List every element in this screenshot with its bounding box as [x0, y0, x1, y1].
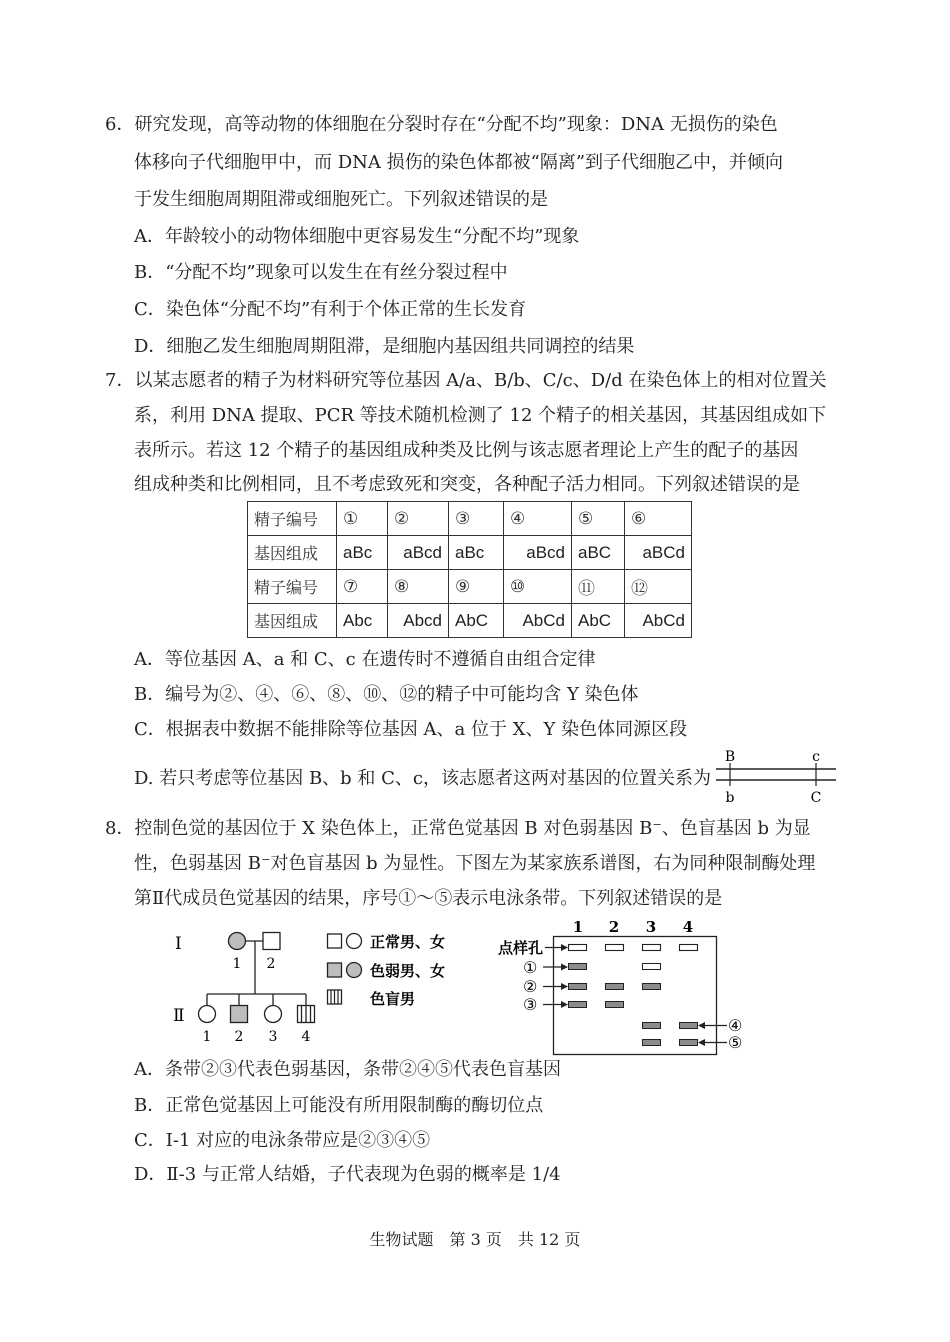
well	[680, 945, 698, 951]
table-cell: AbCd	[625, 604, 692, 638]
table-cell: AbC	[449, 604, 504, 638]
band-lane3-5	[643, 1040, 661, 1046]
allele-c-label: c	[812, 749, 820, 765]
table-cell: ③	[449, 502, 504, 536]
well	[606, 945, 624, 951]
table-cell: ①	[337, 502, 388, 536]
gel-frame	[554, 937, 717, 1055]
sperm-genotype-table	[247, 501, 692, 638]
q7-option-d: D. 若只考虑等位基因 B、b 和 C、c，该志愿者这两对基因的位置关系为	[134, 768, 711, 789]
table-cell: aBc	[337, 536, 388, 570]
q7-option-b: B．编号为②、④、⑥、⑧、⑩、⑫的精子中可能均含 Y 染色体	[134, 684, 639, 705]
q6-option-b: B．“分配不均”现象可以发生在有丝分裂过程中	[134, 262, 508, 283]
table-cell: aBcd	[504, 536, 572, 570]
band-lane4-5	[680, 1040, 698, 1046]
table-cell: ⑫	[625, 570, 692, 604]
table-cell: ⑧	[388, 570, 449, 604]
table-label-sperm-id: 精子编号	[248, 570, 337, 604]
band-lane1-1	[569, 964, 587, 970]
band-lane1-3	[569, 1002, 587, 1008]
table-cell: ⑪	[572, 570, 625, 604]
well	[569, 945, 587, 951]
table-cell: AbC	[572, 604, 625, 638]
q8-option-b: B．正常色觉基因上可能没有所用限制酶的酶切位点	[134, 1095, 544, 1116]
q8-stem-line3: 第Ⅱ代成员色觉基因的结果，序号①～⑤表示电泳条带。下列叙述错误的是	[134, 888, 723, 909]
band-lane2-3	[606, 1002, 624, 1008]
table-cell: ⑦	[337, 570, 388, 604]
page-footer: 生物试题 第 3 页 共 12 页	[369, 1230, 581, 1249]
table-row	[248, 502, 692, 536]
table-cell: aBCd	[625, 536, 692, 570]
table-row	[248, 536, 692, 570]
band-label-3: ③	[523, 995, 538, 1014]
q7-option-a: A．等位基因 A、a 和 C、c 在遗传时不遵循自由组合定律	[134, 649, 596, 670]
q7-stem-line4: 组成种类和比例相同，且不考虑致死和突变，各种配子活力相同。下列叙述错误的是	[134, 474, 800, 495]
pedigree-I-1-number: 1	[232, 956, 242, 972]
q8-option-d: D．Ⅱ-3 与正常人结婚，子代表现为色弱的概率是 1/4	[134, 1164, 561, 1185]
generation-2-label: Ⅱ	[173, 1006, 185, 1026]
lane-4-label: 4	[682, 918, 694, 936]
pedigree-chart	[160, 918, 480, 1058]
lane-3-label: 3	[645, 918, 657, 936]
band-label-1: ①	[523, 958, 538, 977]
q8-option-a: A．条带②③代表色弱基因，条带②④⑤代表色盲基因	[134, 1059, 561, 1080]
table-cell: ⑩	[504, 570, 572, 604]
legend-normal-male-icon	[328, 934, 342, 948]
allele-B-label: B	[724, 749, 736, 765]
table-row	[248, 570, 692, 604]
pedigree-I-2-number: 2	[266, 956, 276, 972]
table-cell: ④	[504, 502, 572, 536]
pedigree-II-2-number: 2	[234, 1029, 244, 1045]
band-lane3-2	[643, 984, 661, 990]
table-label-genotype: 基因组成	[248, 604, 337, 638]
lane-1-label: 1	[572, 918, 584, 936]
allele-C-label: C	[810, 790, 822, 806]
table-cell: Abcd	[388, 604, 449, 638]
well-label: 点样孔	[498, 939, 544, 957]
generation-1-label: Ⅰ	[175, 934, 182, 954]
band-lane3-4	[643, 1023, 661, 1029]
q7-stem-line1: 7．以某志愿者的精子为材料研究等位基因 A/a、B/b、C/c、D/d 在染色体上的相对位置关	[105, 370, 827, 391]
band-label-4: ④	[728, 1016, 743, 1035]
table-label-sperm-id: 精子编号	[248, 502, 337, 536]
table-row	[248, 604, 692, 638]
legend-weak-male-icon	[328, 963, 342, 977]
q8-stem-line2: 性，色弱基因 B⁻对色盲基因 b 为显性。下图左为某家族系谱图，右为同种限制酶处理	[134, 853, 816, 874]
table-cell: aBcd	[388, 536, 449, 570]
q7-option-c: C．根据表中数据不能排除等位基因 A、a 位于 X、Y 染色体同源区段	[134, 719, 688, 740]
lane-2-label: 2	[608, 918, 620, 936]
q8-stem-line1: 8．控制色觉的基因位于 X 染色体上，正常色觉基因 B 对色弱基因 B⁻、色盲基因 b 为显	[105, 818, 811, 839]
pedigree-II-4-number: 4	[301, 1029, 311, 1045]
chromosome-diagram	[712, 748, 840, 806]
legend-normal-label: 正常男、女	[370, 933, 446, 951]
table-cell: ⑥	[625, 502, 692, 536]
pedigree-I-2-male-normal	[263, 933, 280, 950]
band-lane2-2	[606, 984, 624, 990]
pedigree-II-2-male-colorweak	[231, 1006, 248, 1023]
allele-b-label: b	[725, 790, 735, 806]
q6-option-a: A．年龄较小的动物体细胞中更容易发生“分配不均”现象	[134, 226, 580, 247]
band-lane4-4	[680, 1023, 698, 1029]
electrophoresis-gel	[495, 912, 755, 1058]
pedigree-II-3-number: 3	[268, 1029, 278, 1045]
legend-weak-label: 色弱男、女	[370, 962, 446, 980]
q6-stem-line3: 于发生细胞周期阻滞或细胞死亡。下列叙述错误的是	[134, 189, 548, 210]
legend-blind-label: 色盲男	[370, 990, 416, 1008]
q6-stem-line1: 6．研究发现，高等动物的体细胞在分裂时存在“分配不均”现象：DNA 无损伤的染色	[105, 114, 778, 135]
q8-option-c: C．Ⅰ-1 对应的电泳条带应是②③④⑤	[134, 1130, 431, 1151]
legend-normal-female-icon	[347, 934, 362, 949]
q6-option-d: D．细胞乙发生细胞周期阻滞，是细胞内基因组共同调控的结果	[134, 336, 635, 357]
table-cell: ⑨	[449, 570, 504, 604]
pedigree-II-1-number: 1	[202, 1029, 212, 1045]
q7-stem-line2: 系，利用 DNA 提取、PCR 等技术随机检测了 12 个精子的相关基因，其基因组成如下	[134, 405, 827, 426]
table-cell: ⑤	[572, 502, 625, 536]
table-label-genotype: 基因组成	[248, 536, 337, 570]
table-cell: AbCd	[504, 604, 572, 638]
pedigree-II-1-female-normal	[199, 1006, 216, 1023]
well	[643, 945, 661, 951]
band-label-5: ⑤	[728, 1033, 743, 1052]
table-cell: Abc	[337, 604, 388, 638]
band-lane1-2	[569, 984, 587, 990]
pedigree-I-1-female-colorweak	[229, 933, 246, 950]
pedigree-II-3-female-normal	[265, 1006, 282, 1023]
table-cell: aBC	[572, 536, 625, 570]
table-cell: ②	[388, 502, 449, 536]
q7-stem-line3: 表所示。若这 12 个精子的基因组成种类及比例与该志愿者理论上产生的配子的基因	[134, 440, 799, 461]
q6-option-c: C．染色体“分配不均”有利于个体正常的生长发育	[134, 299, 527, 320]
table-cell: aBc	[449, 536, 504, 570]
band-label-2: ②	[523, 977, 538, 996]
band-lane3-1-light	[643, 964, 661, 970]
q6-stem-line2: 体移向子代细胞甲中，而 DNA 损伤的染色体都被“隔离”到子代细胞乙中，并倾向	[134, 152, 784, 173]
legend-weak-female-icon	[347, 963, 362, 978]
